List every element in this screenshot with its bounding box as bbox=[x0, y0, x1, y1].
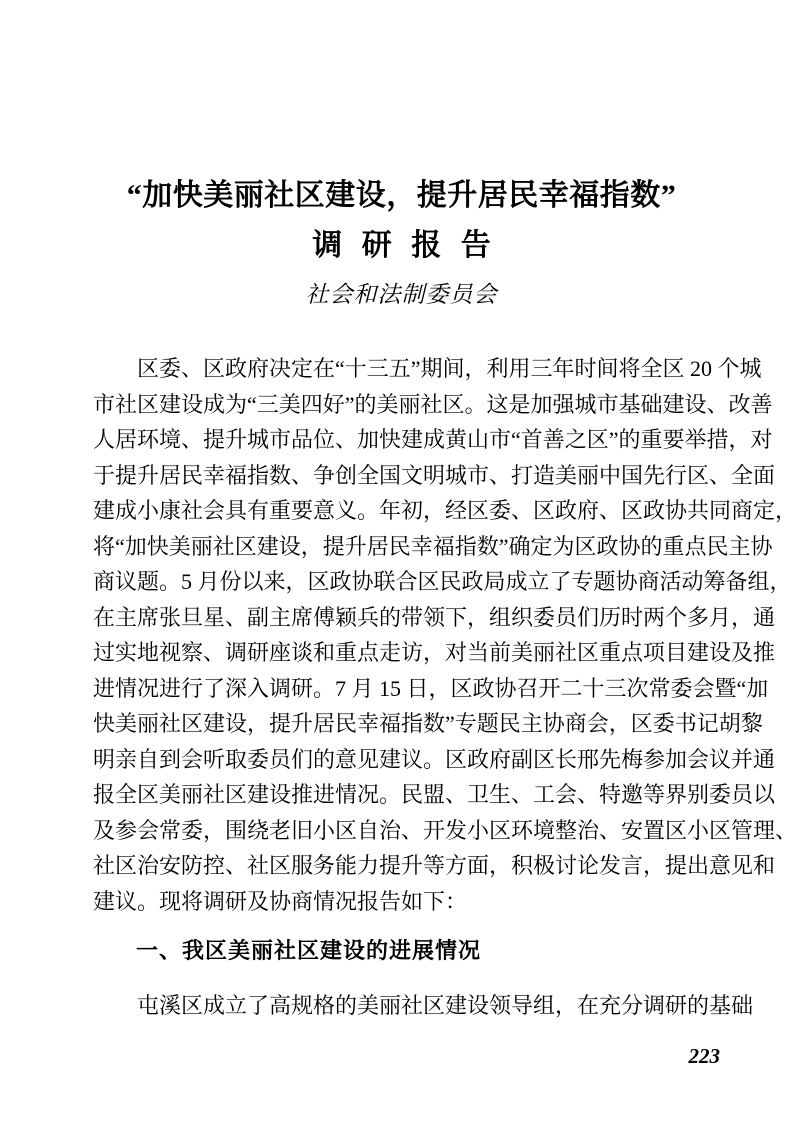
body-line: 于提升居民幸福指数、争创全国文明城市、打造美丽中国先行区、全面 bbox=[93, 462, 776, 488]
body-line: 建成小康社会具有重要意义。年初，经区委、区政府、区政协共同商定， bbox=[93, 498, 798, 523]
body-line: 报全区美丽社区建设推进情况。民盟、卫生、工会、特邀等界别委员以 bbox=[93, 782, 776, 807]
body-line: 商议题。5 月份以来，区政协联合区民政局成立了专题协商活动筹备组， bbox=[93, 569, 792, 594]
body-line: 过实地视察、调研座谈和重点走访，对当前美丽社区重点项目建设及推 bbox=[93, 640, 776, 665]
report-title-line2: 调 研 报 告 bbox=[312, 229, 491, 262]
body-line: 建议。现将调研及协商情况报告如下： bbox=[93, 888, 468, 914]
body-line: 在主席张旦星、副主席傅颖兵的带领下，组织委员们历时两个多月，通 bbox=[93, 604, 776, 630]
report-title-line1: “加快美丽社区建设，提升居民幸福指数” bbox=[126, 179, 677, 212]
body-line: 将“加快美丽社区建设，提升居民幸福指数”确定为区政协的重点民主协 bbox=[93, 533, 773, 559]
paragraph-1 bbox=[93, 351, 798, 919]
page-number: 223 bbox=[688, 1044, 720, 1068]
report-author: 社会和法制委员会 bbox=[305, 282, 498, 307]
body-line: 及参会常委，围绕老旧小区自治、开发小区环境整治、安置区小区管理、 bbox=[93, 817, 798, 843]
body-line: 人居环境、提升城市品位、加快建成黄山市“首善之区”的重要举措，对 bbox=[93, 427, 773, 452]
body-line: 屯溪区成立了高规格的美丽社区建设领导组，在充分调研的基础 bbox=[93, 993, 754, 1018]
body-line: 区委、区政府决定在“十三五”期间，利用三年时间将全区 20 个城 bbox=[93, 356, 762, 381]
body-line: 社区治安防控、社区服务能力提升等方面，积极讨论发言，提出意见和 bbox=[93, 853, 776, 878]
section-heading-1: 一、我区美丽社区建设的进展情况 bbox=[136, 938, 482, 963]
body-line: 市社区建设成为“三美四好”的美丽社区。这是加强城市基础建设、改善 bbox=[93, 391, 773, 417]
body-line: 进情况进行了深入调研。7 月 15 日，区政协召开二十三次常委会暨“加 bbox=[93, 675, 769, 701]
body-line: 快美丽社区建设，提升居民幸福指数”专题民主协商会，区委书记胡黎 bbox=[93, 711, 763, 736]
paragraph-2 bbox=[93, 988, 754, 1024]
body-line: 明亲自到会听取委员们的意见建议。区政府副区长邢先梅参加会议并通 bbox=[93, 746, 776, 772]
